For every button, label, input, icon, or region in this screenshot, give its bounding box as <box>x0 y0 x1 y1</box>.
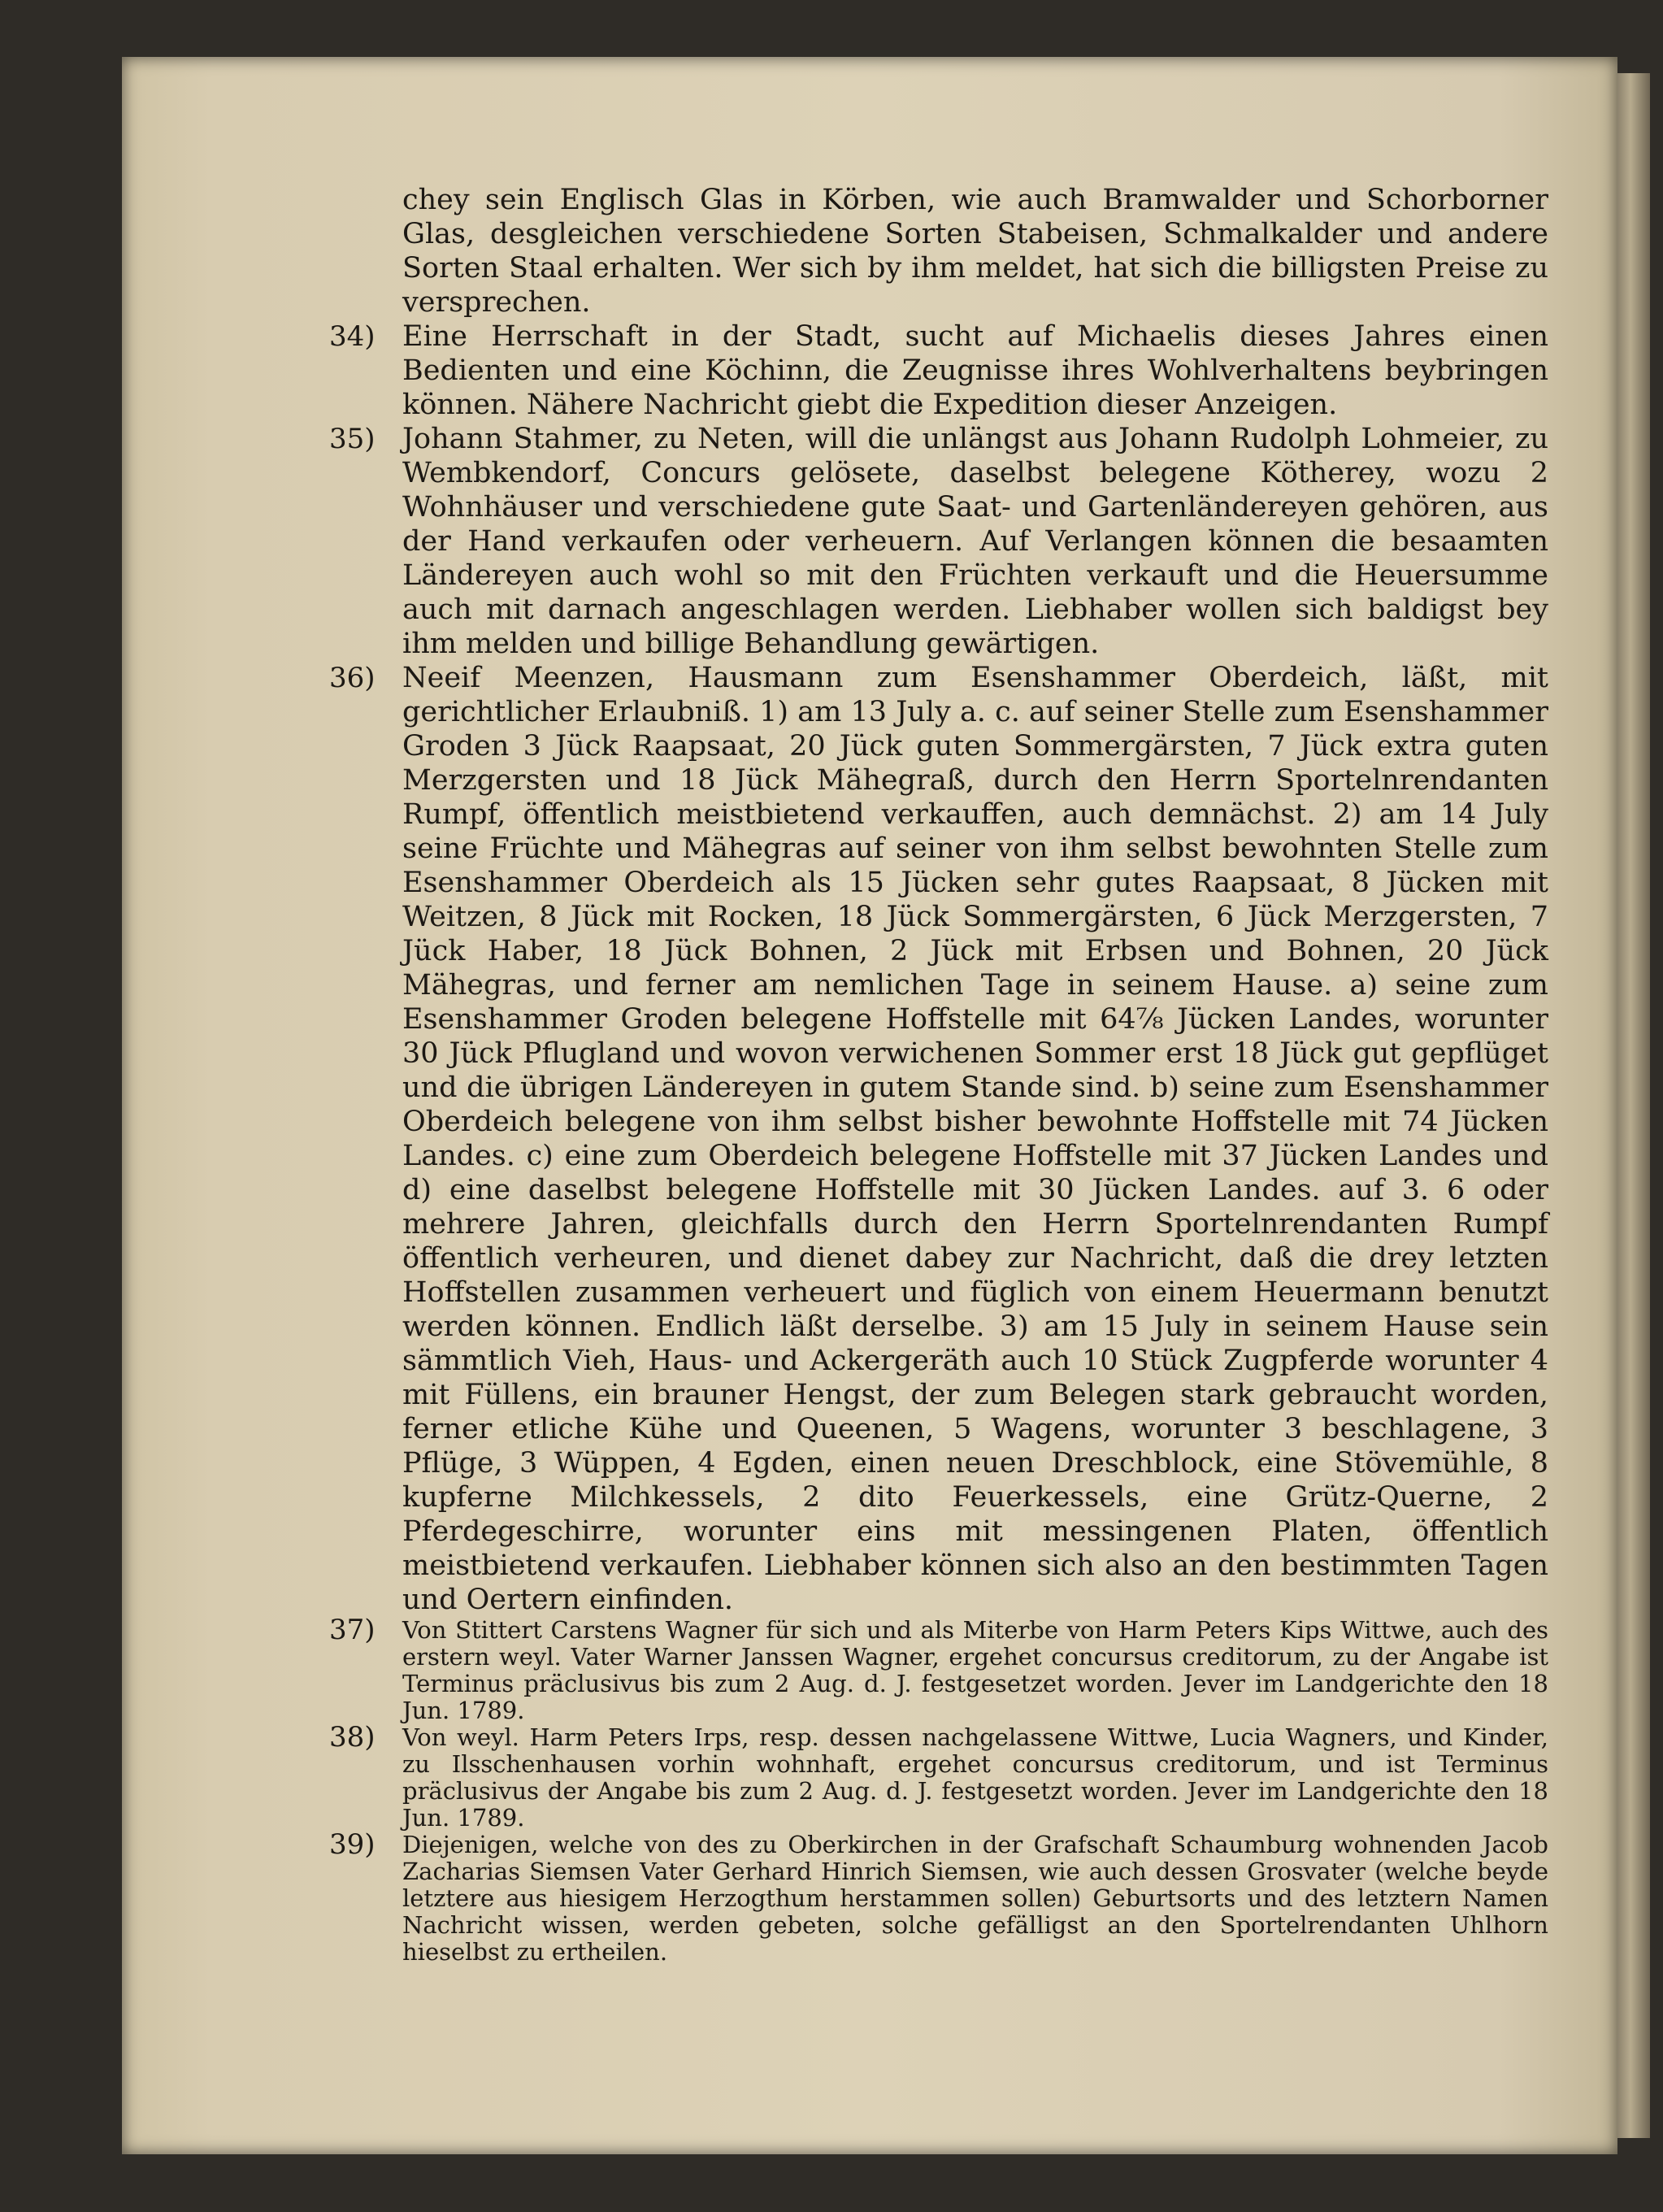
paragraph-text: Johann Stahmer, zu Neten, will die unlängst aus Johann Rudolph Lohmeier, zu Wembkendorf, Concurs gelösete, daselbst belegene Kötherey, wozu 2 Wohnhäuser und verschiedene gute Saat- und Gartenländereyen gehören, aus der Hand verkaufen oder verheuern. Auf Verlangen können die besaamten Ländereyen auch wohl so mit den Früchten verkauft und die Heuersumme auch mit darnach angeschlagen werden. Liebhaber wollen sich baldigst bey ihm melden und billige Behandlung gewärtigen. <box>402 423 1548 660</box>
paragraph-36 <box>329 661 1548 1617</box>
paragraph-37 <box>329 1614 1548 1724</box>
item-number: 34) <box>329 320 376 353</box>
paragraph-continued <box>402 183 1548 319</box>
item-number: 35) <box>329 423 376 455</box>
paragraph-34 <box>329 319 1548 422</box>
item-number: 38) <box>329 1721 376 1754</box>
item-number: 36) <box>329 662 376 694</box>
paragraph-39 <box>329 1828 1548 1966</box>
paragraph-text: Neeif Meenzen, Hausmann zum Esenshammer Oberdeich, läßt, mit gerichtlicher Erlaubniß. 1) am 13 July a. c. auf seiner Stelle zum Esenshammer Groden 3 Jück Raapsaat, 20 Jück guten Sommergärsten, 7 Jück extra guten Merzgersten und 18 Jück Mähegraß, durch den Herrn Sportelnrendanten Rumpf, öffentlich meistbietend verkauffen, auch demnächst. 2) am 14 July seine Früchte und Mähegras auf seiner von ihm selbst bewohnten Stelle zum Esenshammer Oberdeich als 15 Jücken sehr gutes Raapsaat, 8 Jücken mit Weitzen, 8 Jück mit Rocken, 18 Jück Sommergärsten, 6 Jück Merzgersten, 7 Jück Haber, 18 Jück Bohnen, 2 Jück mit Erbsen und Bohnen, 20 Jück Mähegras, und ferner am nemlichen Tage in seinem Hause. a) seine zum Esenshammer Groden belegene Hoffstelle mit 64⅞ Jücken Landes, worunter 30 Jück Pflugland und wovon verwichenen Sommer erst 18 Jück gut gepflüget und die übrigen Ländereyen in gutem Stande sind. b) seine zum Esenshammer Oberdeich belegene von ihm selbst bisher bewohnte Hoffstelle mit 74 Jücken Landes. c) eine zum Oberdeich belegene Hoffstelle mit 37 Jücken Landes und d) eine daselbst belegene Hoffstelle mit 30 Jücken Landes. auf 3. 6 oder mehrere Jahren, gleichfalls durch den Herrn Sportelnrendanten Rumpf öffentlich verheuren, und dienet dabey zur Nachricht, daß die drey letzten Hoffstellen zusammen verheuert und füglich von einem Heuermann benutzt werden können. Endlich läßt derselbe. 3) am 15 July in seinem Hause sein sämmtlich Vieh, Haus- und Ackergeräth auch 10 Stück Zugpferde worunter 4 mit Füllens, ein brauner Hengst, der zum Belegen stark gebraucht worden, ferner etliche Kühe und Queenen, 5 Wagens, worunter 3 beschlagene, 3 Pflüge, 3 Wüppen, 4 Egden, einen neuen Dreschblock, eine Stövemühle, 8 kupferne Milchkessels, 2 dito Feuerkessels, eine Grütz-Querne, 2 Pferdegeschirre, worunter eins mit messingenen Platen, öffentlich meistbietend verkaufen. Liebhaber können sich also an den bestimmten Tagen und Oertern einfinden. <box>402 662 1548 1616</box>
paragraph-text: chey sein Englisch Glas in Körben, wie auch Bramwalder und Schorborner Glas, desgleichen verschiedene Sorten Stabeisen, Schmalkalder und andere Sorten Staal erhalten. Wer sich by ihm meldet, hat sich die billigsten Preise zu versprechen. <box>402 184 1548 319</box>
item-number: 39) <box>329 1828 376 1861</box>
paragraph-text: Diejenigen, welche von des zu Oberkirchen in der Grafschaft Schaumburg wohnenden Jacob Zacharias Siemsen Vater Gerhard Hinrich Siemsen, wie auch dessen Grosvater (welche beyde letztere aus hiesigem Herzogthum herstammen sollen) Geburtsorts und des letztern Namen Nachricht wissen, werden gebeten, solche gefälligst an den Sportelrendanten Uhlhorn hieselbst zu ertheilen. <box>402 1831 1548 1966</box>
paragraph-text: Von Stittert Carstens Wagner für sich und als Miterbe von Harm Peters Kips Wittwe, auch des erstern weyl. Vater Warner Janssen Wagner, ergehet concursus creditorum, zu der Angabe ist Terminus präclusivus bis zum 2 Aug. d. J. festgesetzet worden. Jever im Landgerichte den 18 Jun. 1789. <box>402 1616 1548 1724</box>
book-edge <box>1617 73 1650 2138</box>
paragraph-35 <box>329 422 1548 661</box>
paragraph-text: Eine Herrschaft in der Stadt, sucht auf Michaelis dieses Jahres einen Bedienten und eine Köchinn, die Zeugnisse ihres Wohlverhaltens beybringen können. Nähere Nachricht giebt die Expedition dieser Anzeigen. <box>402 320 1548 421</box>
item-number: 37) <box>329 1614 376 1646</box>
page-text <box>329 183 1548 1966</box>
paragraph-38 <box>329 1721 1548 1832</box>
paragraph-text: Von weyl. Harm Peters Irps, resp. dessen nachgelassene Wittwe, Lucia Wagners, und Kinder, zu Ilsschenhausen vorhin wohnhaft, ergehet concursus creditorum, und ist Terminus präclusivus der Angabe bis zum 2 Aug. d. J. festgesetzt worden. Jever im Landgerichte den 18 Jun. 1789. <box>402 1723 1548 1832</box>
